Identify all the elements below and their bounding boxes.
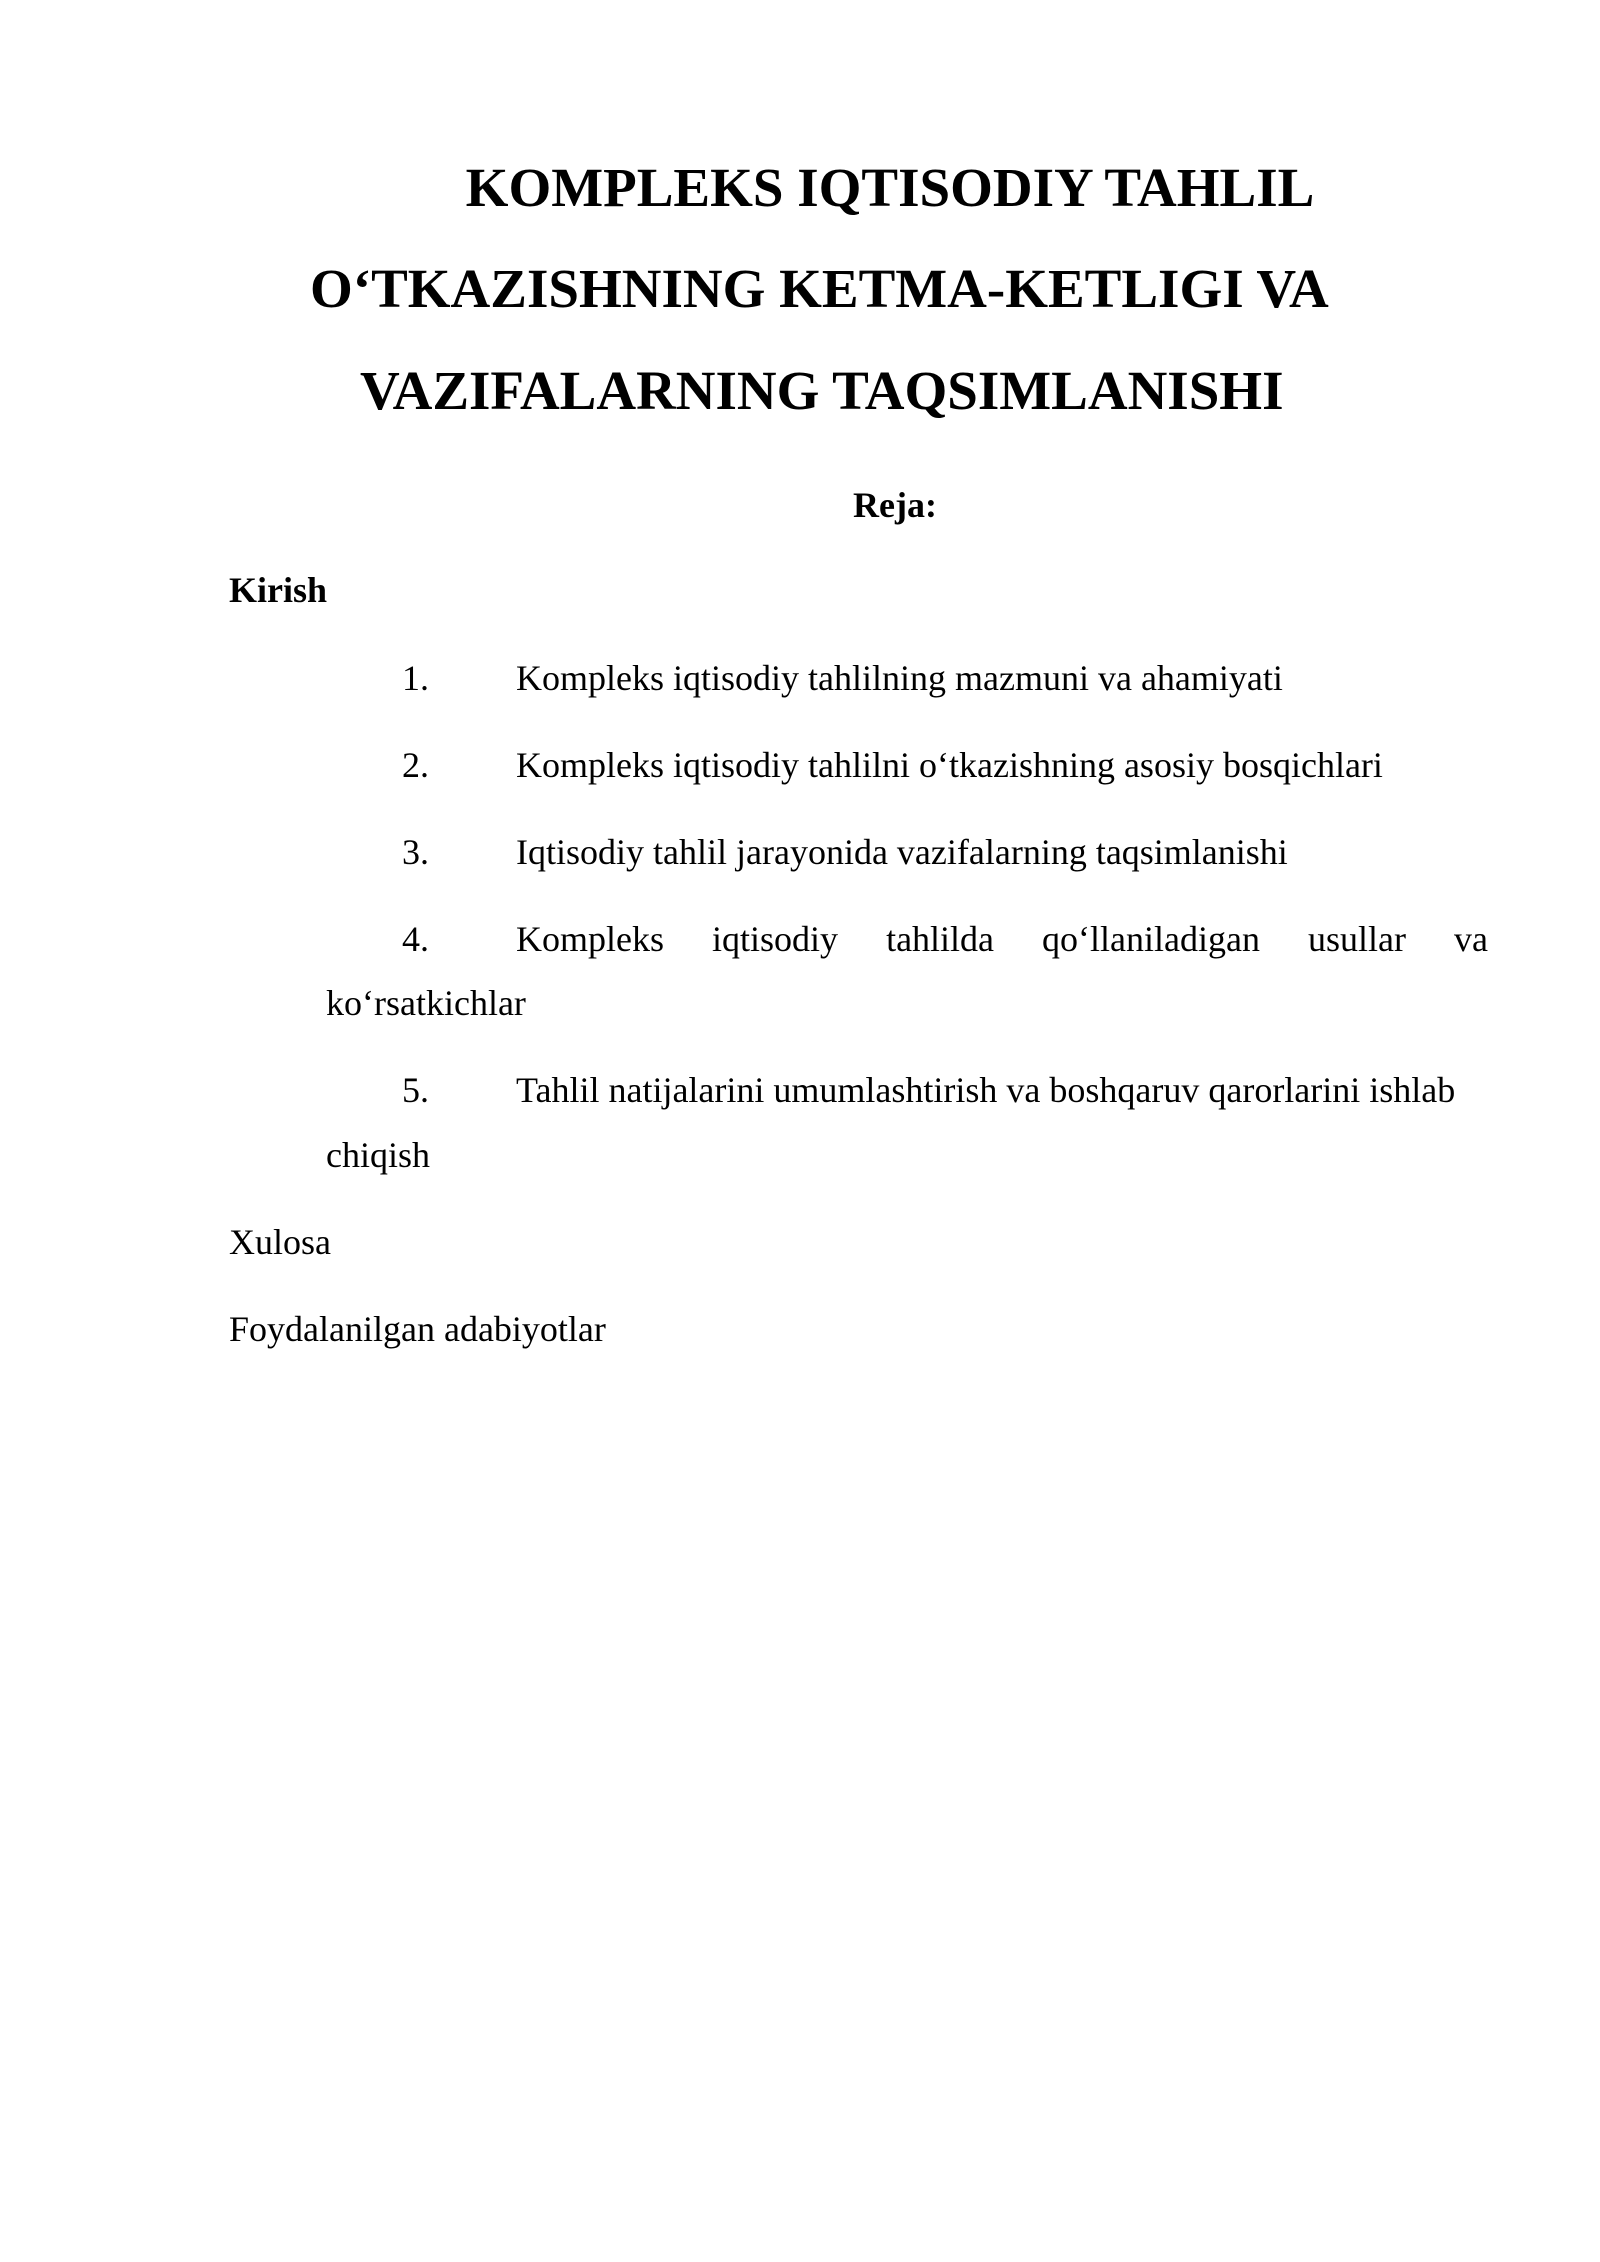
item-text-5: Tahlil natijalarini umumlashtirish va boshqaruv qarorlarini ishlab [516,1070,1456,1110]
item-4-word: usullar [1308,919,1406,959]
item-number-2: 2. [402,745,429,785]
title-line-2: O‘TKAZISHNING KETMA-KETLIGI VA [310,258,1329,319]
item-4-word: va [1454,919,1488,959]
plan-heading: Reja: [853,485,937,525]
item-number-1: 1. [402,658,429,698]
title-line-3: VAZIFALARNING TAQSIMLANISHI [360,360,1284,421]
item-4-word: Kompleks [516,919,664,959]
item-text-4 [516,917,1488,961]
item-number-4: 4. [402,919,429,959]
item-text-5-continuation: chiqish [326,1135,430,1175]
item-number-5: 5. [402,1070,429,1110]
item-4-word: tahlilda [886,919,995,959]
references-heading: Foydalanilgan adabiyotlar [229,1309,606,1349]
item-text-1: Kompleks iqtisodiy tahlilning mazmuni va ahamiyati [516,658,1283,698]
intro-heading: Kirish [229,570,328,610]
title-line-1: KOMPLEKS IQTISODIY TAHLIL [465,157,1315,218]
conclusion-heading: Xulosa [229,1222,331,1262]
item-text-2: Kompleks iqtisodiy tahlilni o‘tkazishning asosiy bosqichlari [516,745,1383,785]
item-4-word: qo‘llaniladigan [1042,919,1260,959]
item-text-4-continuation: ko‘rsatkichlar [326,983,526,1023]
item-number-3: 3. [402,832,429,872]
item-text-3: Iqtisodiy tahlil jarayonida vazifalarning taqsimlanishi [516,832,1288,872]
item-4-word: iqtisodiy [712,919,839,959]
